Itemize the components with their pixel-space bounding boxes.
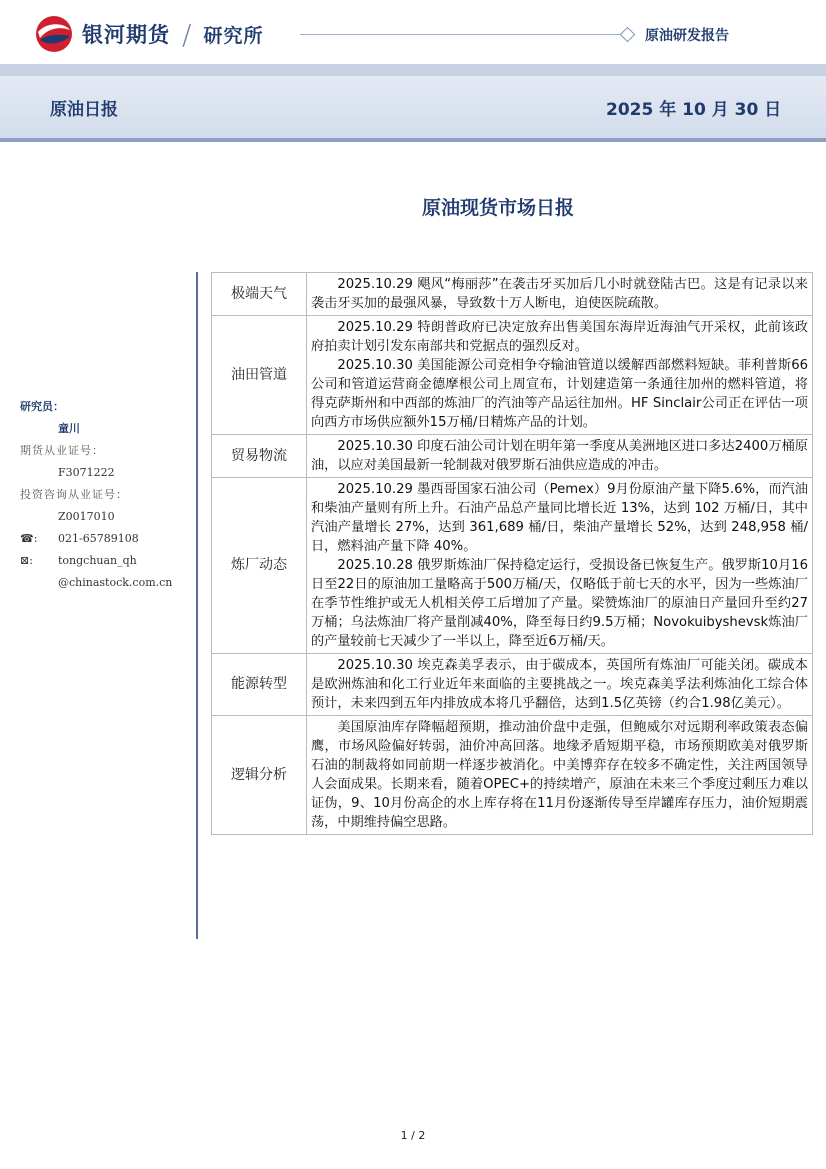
table-row (212, 316, 813, 435)
email-address-line2[interactable]: @chinastock.com.cn (58, 576, 173, 589)
diamond-icon (620, 27, 636, 43)
report-name: 原油日报 (50, 100, 118, 120)
category-cell: 逻辑分析 (212, 716, 307, 835)
content-cell (307, 716, 813, 835)
category-cell: 炼厂动态 (212, 478, 307, 654)
galaxy-logo-icon (34, 14, 74, 54)
header-rule (300, 34, 620, 35)
table-row (212, 478, 813, 654)
phone-icon: ☎: (20, 532, 38, 545)
email-address-line1[interactable]: tongchuan_qh (58, 554, 137, 567)
brand-name: 银河期货 (82, 23, 170, 47)
advisory-cert-number: Z0017010 (58, 510, 115, 523)
futures-cert-label: 期货从业证号： (20, 444, 104, 457)
page-number: 1 / 2 (400, 1129, 426, 1142)
page-title: 原油现货市场日报 (421, 197, 574, 219)
news-item: 美国原油库存降幅超预期，推动油价盘中走强，但鲍威尔对远期利率政策表态偏鹰，市场风险偏好转弱，油价冲高回落。地缘矛盾短期平稳，市场预期欧美对俄罗斯石油的制裁将如同前期一样逐步被消化。中美博弈存在较多不确定性，关注两国领导人会面成果。长期来看，随着OPEC+的持续增产，原油在未来三个季度过剩压力难以证伪，9、10月份高企的水上库存将在11月份逐渐传导至岸罐库存压力，油价短期震荡，中期维持偏空思路。 (311, 720, 808, 830)
advisory-cert-label: 投资咨询从业证号： (20, 488, 128, 501)
sidebar-divider (196, 272, 198, 939)
header-logo (34, 14, 263, 54)
table-row (212, 654, 813, 716)
header-stripe (0, 64, 826, 76)
department-name: 研究所 (203, 24, 264, 47)
category-cell: 油田管道 (212, 316, 307, 435)
content-cell (307, 316, 813, 435)
content-cell (307, 478, 813, 654)
email-icon: ⊠: (20, 554, 33, 567)
news-item: 2025.10.29 飓风“梅丽莎”在袭击牙买加后几小时就登陆古巴。这是有记录以来袭击牙买加的最强风暴，导致数十万人断电，迫使医院疏散。 (311, 277, 808, 311)
news-item: 2025.10.29 墨西哥国家石油公司（Pemex）9月份原油产量下降5.6%，而汽油和柴油产量则有所上升。石油产品总产量同比增长近 13%，达到 102 万桶/日，其中汽油产量增长 27%，达到 361,689 桶/日，柴油产量增长 52%，达到 248,958 桶/日，燃料油产量下降 40%。 (311, 482, 808, 554)
news-item: 2025.10.30 印度石油公司计划在明年第一季度从美洲地区进口多达2400万桶原油，以应对美国最新一轮制裁对俄罗斯石油供应造成的冲击。 (311, 439, 808, 473)
report-date: 2025 年 10 月 30 日 (606, 100, 782, 120)
news-item: 2025.10.28 俄罗斯炼油厂保持稳定运行，受损设备已恢复生产。俄罗斯10月16日至22日的原油加工量略高于500万桶/天，仅略低于前七天的水平，因为一些炼油厂在季节性维护或无人机相关停工后增加了产量。梁赞炼油厂的原油日产量回升至约27万桶；乌法炼油厂将产量削减40%，降至每日约9.5万桶；Novokuibyshevsk炼油厂的产量较前七天减少了一半以上，降至近6万桶/天。 (311, 558, 808, 649)
report-type: 原油研发报告 (645, 28, 729, 44)
news-item: 2025.10.30 美国能源公司竞相争夺输油管道以缓解西部燃料短缺。菲利普斯66公司和管道运营商金德摩根公司上周宣布，计划建造第一条通往加州的燃料管道，将得克萨斯州和中西部的炼油厂的汽油等产品运往加州。HF Sinclair公司正在评估一项向西方市场供应额外15万桶/日精炼产品的计划。 (311, 358, 808, 430)
futures-cert-number: F3071222 (58, 466, 115, 479)
researcher-name: 童川 (58, 422, 80, 435)
category-cell: 贸易物流 (212, 435, 307, 478)
phone-number: 021-65789108 (58, 532, 139, 545)
news-table (211, 272, 813, 835)
category-cell: 极端天气 (212, 273, 307, 316)
category-cell: 能源转型 (212, 654, 307, 716)
researcher-label: 研究员： (20, 400, 64, 413)
table-row (212, 716, 813, 835)
brand-separator: / (182, 17, 192, 51)
table-row (212, 273, 813, 316)
table-row (212, 435, 813, 478)
analyst-sidebar (20, 396, 172, 594)
news-item: 2025.10.29 特朗普政府已决定放弃出售美国东海岸近海油气开采权，此前该政府拍卖计划引发东南部共和党据点的强烈反对。 (311, 320, 808, 354)
content-cell (307, 273, 813, 316)
content-cell (307, 654, 813, 716)
content-cell (307, 435, 813, 478)
news-item: 2025.10.30 埃克森美孚表示，由于碳成本，英国所有炼油厂可能关闭。碳成本是欧洲炼油和化工行业近年来面临的主要挑战之一。埃克森美孚法利炼油化工综合体预计，未来四到五年内排放成本将几乎翻倍，达到1.5亿英镑（约合1.98亿美元）。 (311, 658, 808, 711)
